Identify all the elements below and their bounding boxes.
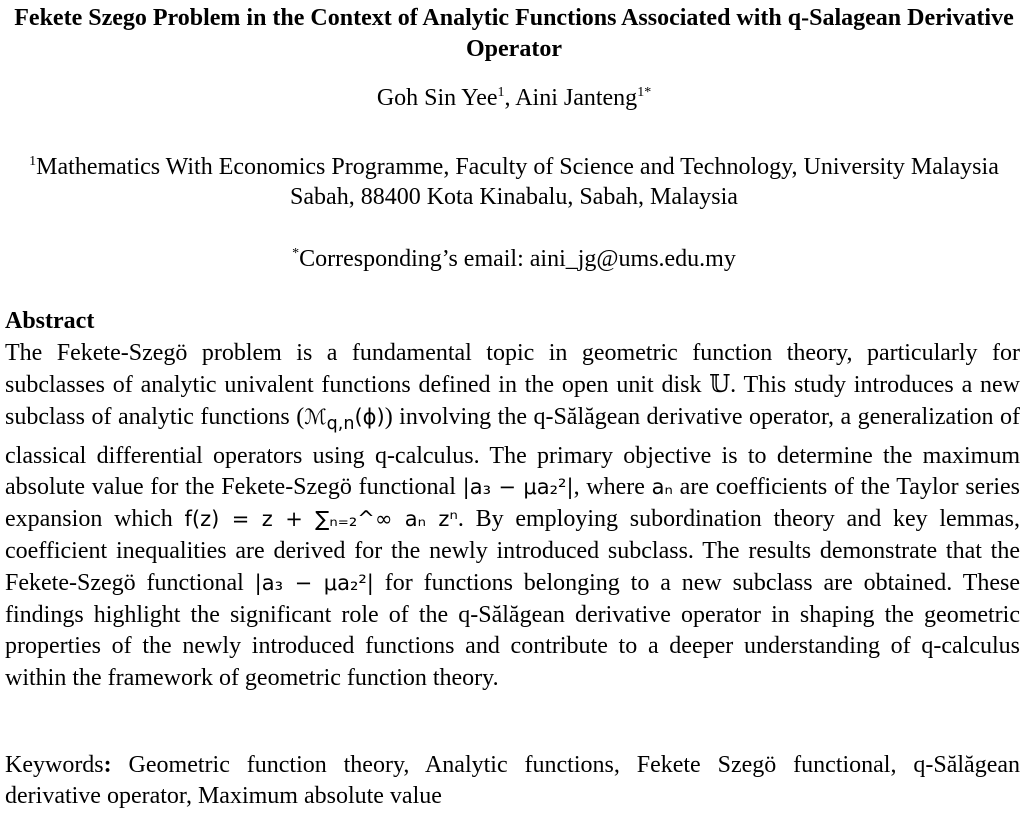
author-affiliation-mark: 1 [497, 85, 505, 100]
affiliation-mark: 1 [29, 154, 37, 169]
corresponding-email [0, 244, 1028, 274]
affiliation [0, 152, 1028, 212]
abstract-text: are coefficients of the Taylor series expansion which [5, 474, 1020, 533]
author-separator: , [504, 85, 516, 111]
abstract-text: . By employing subordination theory and key lemmas, coefficient inequalities are derived for the newly introduced subclass. The results demonstrate that the Fekete-Szegö functional [5, 506, 1021, 596]
abstract-text: , where [573, 474, 652, 501]
corresponding-mark: * [292, 246, 300, 261]
paper-title: Fekete Szego Problem in the Context of Analytic Functions Associated with q-Salagean Derivative Operator [14, 5, 1014, 62]
author-affiliation-mark: 1* [637, 85, 652, 100]
keywords-colon: : [103, 752, 112, 778]
taylor-series: f(z) = z + ∑ₙ₌₂^∞ aₙ zⁿ [184, 507, 458, 532]
class-subscript: q,n [326, 413, 355, 434]
class-symbol: ℳ [304, 404, 327, 429]
keywords-text: Geometric function theory, Analytic functions, Fekete Szegö functional, q-Sălăgean derivative operator, Maximum absolute value [5, 752, 1020, 809]
affiliation-text: Mathematics With Economics Programme, Faculty of Science and Technology, University Malaysia Sabah, 88400 Kota Kinabalu, Sabah, Malaysia [36, 154, 999, 210]
fekete-szego-functional: |a₃ − μa₂²| [462, 475, 574, 500]
email-label: Corresponding’s email: [299, 246, 530, 272]
class-argument: (ϕ) [354, 404, 385, 429]
abstract-text: The Fekete-Szegö problem is a fundamental topic in geometric function theory, particularly for subclasses of analytic univalent functions defined in the open unit disk 𝕌. This study introduces a new subclass of analytic functions ( [5, 340, 1020, 430]
abstract-text: for functions belonging to a new subclass are obtained. These findings highlight the significant role of the q-Sălăgean derivative operator in shaping the geometric properties of the newly introduced functions and contribute to a deeper understanding of q-calculus within the framework of geometric function theory. [5, 569, 1021, 692]
keywords [5, 750, 1020, 812]
fekete-szego-functional: |a₃ − μa₂²| [254, 570, 374, 595]
author-line [0, 83, 1028, 113]
author-name: Aini Janteng [515, 85, 638, 111]
keywords-label: Keywords [5, 752, 104, 778]
class-notation [304, 404, 385, 434]
abstract-text: ) involving the q-Sălăgean derivative operator, a generalization of classical differential operators using q-calculus. The primary objective is to determine the maximum absolute value for the Fekete-Szegö functional [5, 403, 1021, 501]
abstract-body [5, 338, 1020, 695]
email-address: aini_jg@ums.edu.my [529, 246, 736, 272]
coefficient-symbol: aₙ [651, 475, 673, 500]
abstract-heading: Abstract [5, 308, 95, 334]
author-name: Goh Sin Yee [376, 85, 498, 111]
